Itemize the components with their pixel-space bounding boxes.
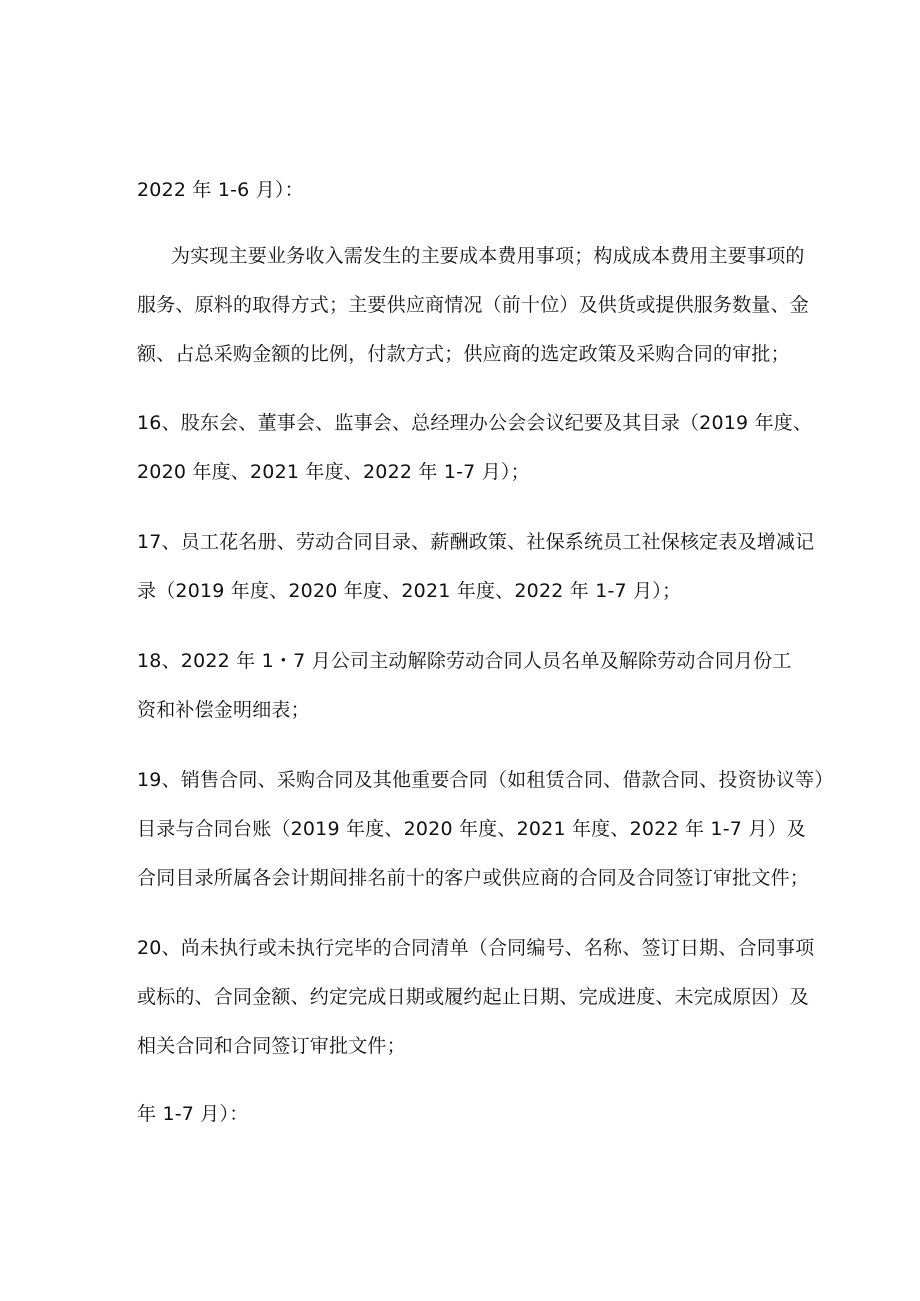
text-line-item-19-1: 19、销售合同、采购合同及其他重要合同（如租赁合同、借款合同、投资协议等） xyxy=(137,769,834,791)
text-line-item-16-2: 2020 年度、2021 年度、2022 年 1-7 月）； xyxy=(137,461,530,483)
text-line-item-17-2: 录（2019 年度、2020 年度、2021 年度、2022 年 1-7 月）； xyxy=(137,580,682,602)
text-line-item-19-3: 合同目录所属各会计期间排名前十的客户或供应商的合同及合同签订审批文件； xyxy=(137,867,810,889)
text-line-item-20-2: 或标的、合同金额、约定完成日期或履约起止日期、完成进度、未完成原因）及 xyxy=(137,986,810,1008)
text-line-item-17-1: 17、员工花名册、劳动合同目录、薪酬政策、社保系统员工社保核定表及增减记 xyxy=(137,531,815,553)
text-line-cost-items-2: 服务、原料的取得方式；主要供应商情况（前十位）及供货或提供服务数量、金 xyxy=(137,294,810,316)
text-line-item-19-2: 目录与合同台账（2019 年度、2020 年度、2021 年度、2022 年 1-7 月）及 xyxy=(137,818,806,840)
text-line-cost-items-1: 为实现主要业务收入需发生的主要成本费用事项；构成成本费用主要事项的 xyxy=(171,245,805,267)
text-line-intro-date: 2022 年 1-6 月）： xyxy=(137,179,304,201)
text-line-trailing-date: 年 1-7 月）： xyxy=(137,1103,249,1125)
text-line-item-20-1: 20、尚未执行或未执行完毕的合同清单（合同编号、名称、签订日期、合同事项 xyxy=(137,937,815,959)
text-line-item-16-1: 16、股东会、董事会、监事会、总经理办公会会议纪要及其目录（2019 年度、 xyxy=(137,412,813,434)
text-line-item-20-3: 相关合同和合同签订审批文件； xyxy=(137,1035,406,1057)
text-line-cost-items-3: 额、占总采购金额的比例，付款方式；供应商的选定政策及采购合同的审批； xyxy=(137,343,790,365)
text-line-item-18-1: 18、2022 年 1・7 月公司主动解除劳动合同人员名单及解除劳动合同月份工 xyxy=(137,650,792,672)
text-line-item-18-2: 资和补偿金明细表； xyxy=(137,699,310,721)
